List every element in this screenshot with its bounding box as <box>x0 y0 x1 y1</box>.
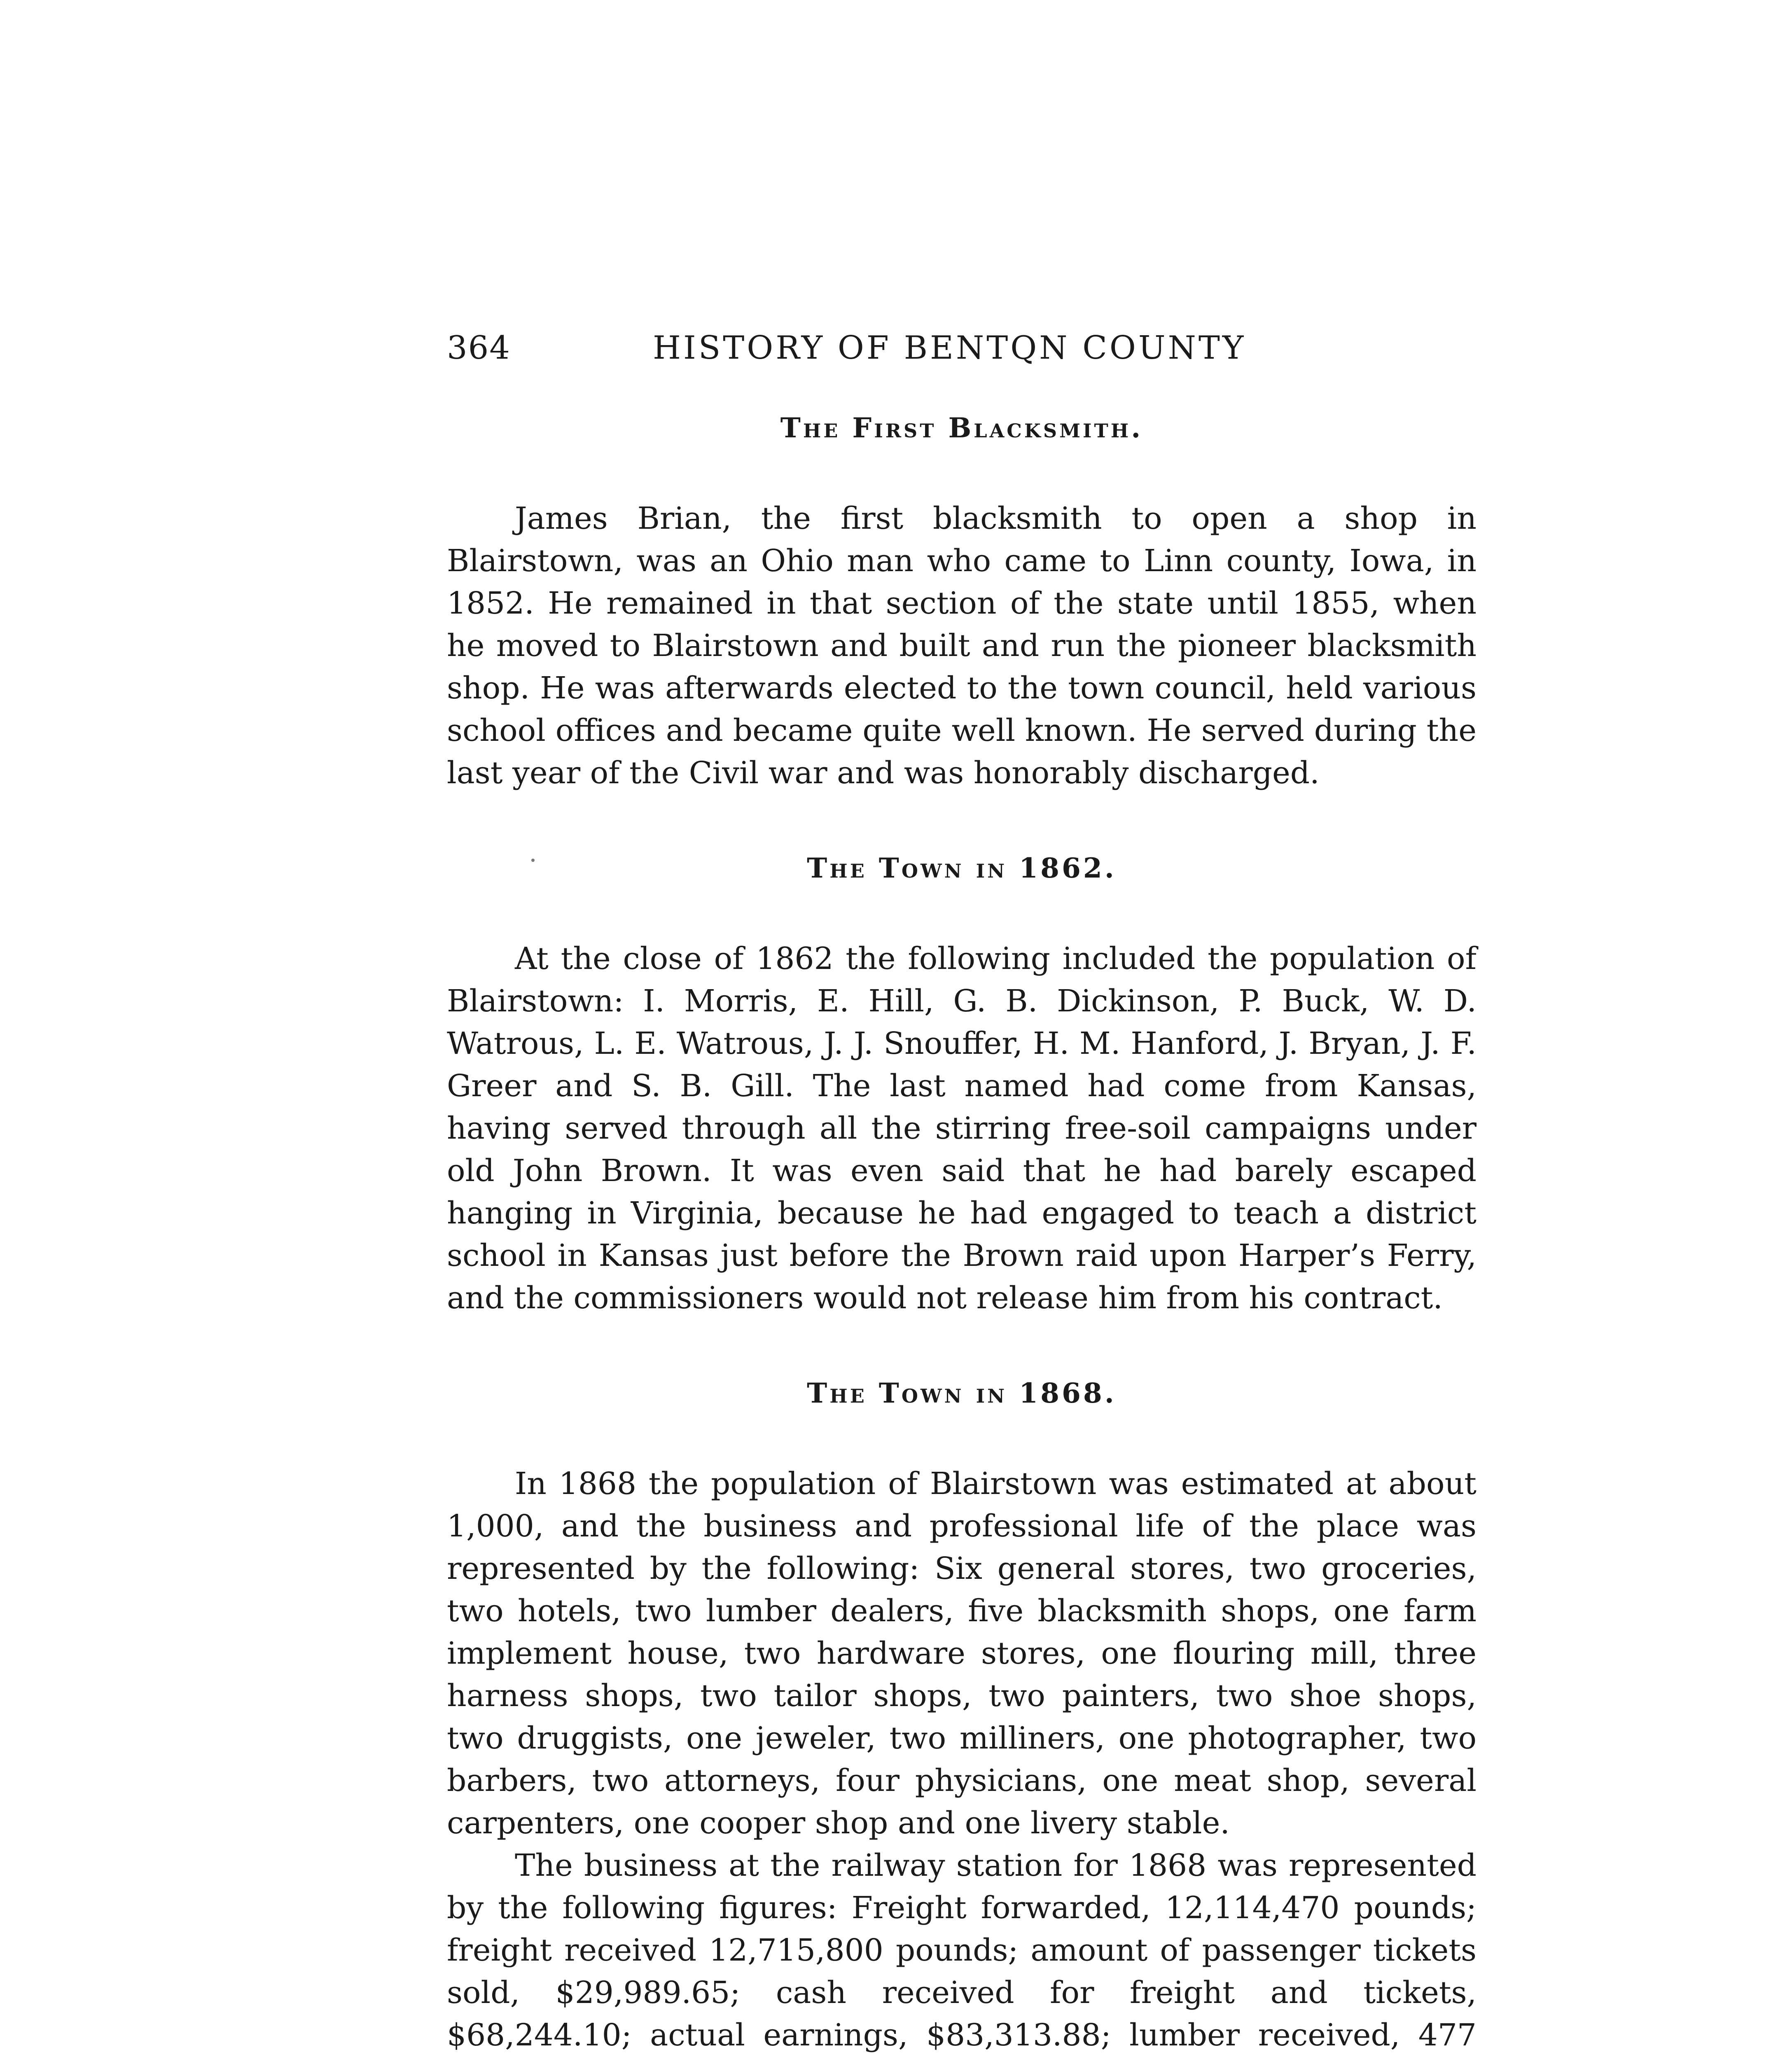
section-heading: The Town in 1862. <box>807 852 1117 884</box>
page-header <box>447 329 1489 375</box>
running-title: HISTORY OF BENTQN COUNTY <box>653 329 1246 367</box>
section-first-blacksmith <box>447 412 1477 794</box>
paragraph: At the close of 1862 the following included the population of Blairstown: I. Morris, E. Hill, G. B. Dickinson, P. Buck, W. D. Watrous, L. E. Watrous, J. J. Snouffer, H. M. Hanford, J. Bryan, J. F. Greer and S. B. Gill. The last named had come from Kansas, having served through all the stirring free-soil campaigns under old John Brown. It was even said that he had barely escaped hanging in Virginia, because he had engaged to teach a district school in Kansas just before the Brown raid upon Harper’s Ferry, and the commissioners would not release him from his contract. <box>447 941 1477 1316</box>
section-town-1868 <box>447 1377 1477 2059</box>
paragraph: James Brian, the first blacksmith to open a shop in Blairstown, was an Ohio man who came to Linn county, Iowa, in 1852. He remained in that section of the state until 1855, when he moved to Blairstown and built and run the pioneer blacksmith shop. He was afterwards elected to the town council, held various school offices and became quite well known. He served during the last year of the Civil war and was honorably discharged. <box>447 501 1477 791</box>
section-town-1862 <box>447 852 1477 1319</box>
page-number: 364 <box>447 329 511 367</box>
print-speck <box>531 859 535 862</box>
section-heading: The First Blacksmith. <box>780 412 1143 444</box>
paragraph: In 1868 the population of Blairstown was estimated at about 1,000, and the business and professional life of the place was represented by the following: Six general stores, two groceries, two hotels, two lumber dealers, five blacksmith shops, one farm implement house, two hardware stores, one flouring mill, three harness shops, two tailor shops, two painters, two shoe shops, two druggists, one jeweler, two milliners, one photographer, two barbers, two attorneys, four physicians, one meat shop, several carpenters, one cooper shop and one livery stable. <box>447 1466 1477 1841</box>
text-column <box>447 412 1477 2059</box>
paragraph: The business at the railway station for 1868 was represented by the following figures: Freight forwarded, 12,114,470 pounds; freight received 12,715,800 pounds; amount of passenger tickets sold, $29,989.65; cash received for freight and tickets, $68,244.10; actual earnings, $83,313.88; lumber received, 477 <box>447 1848 1477 2053</box>
section-heading: The Town in 1868. <box>807 1377 1117 1409</box>
